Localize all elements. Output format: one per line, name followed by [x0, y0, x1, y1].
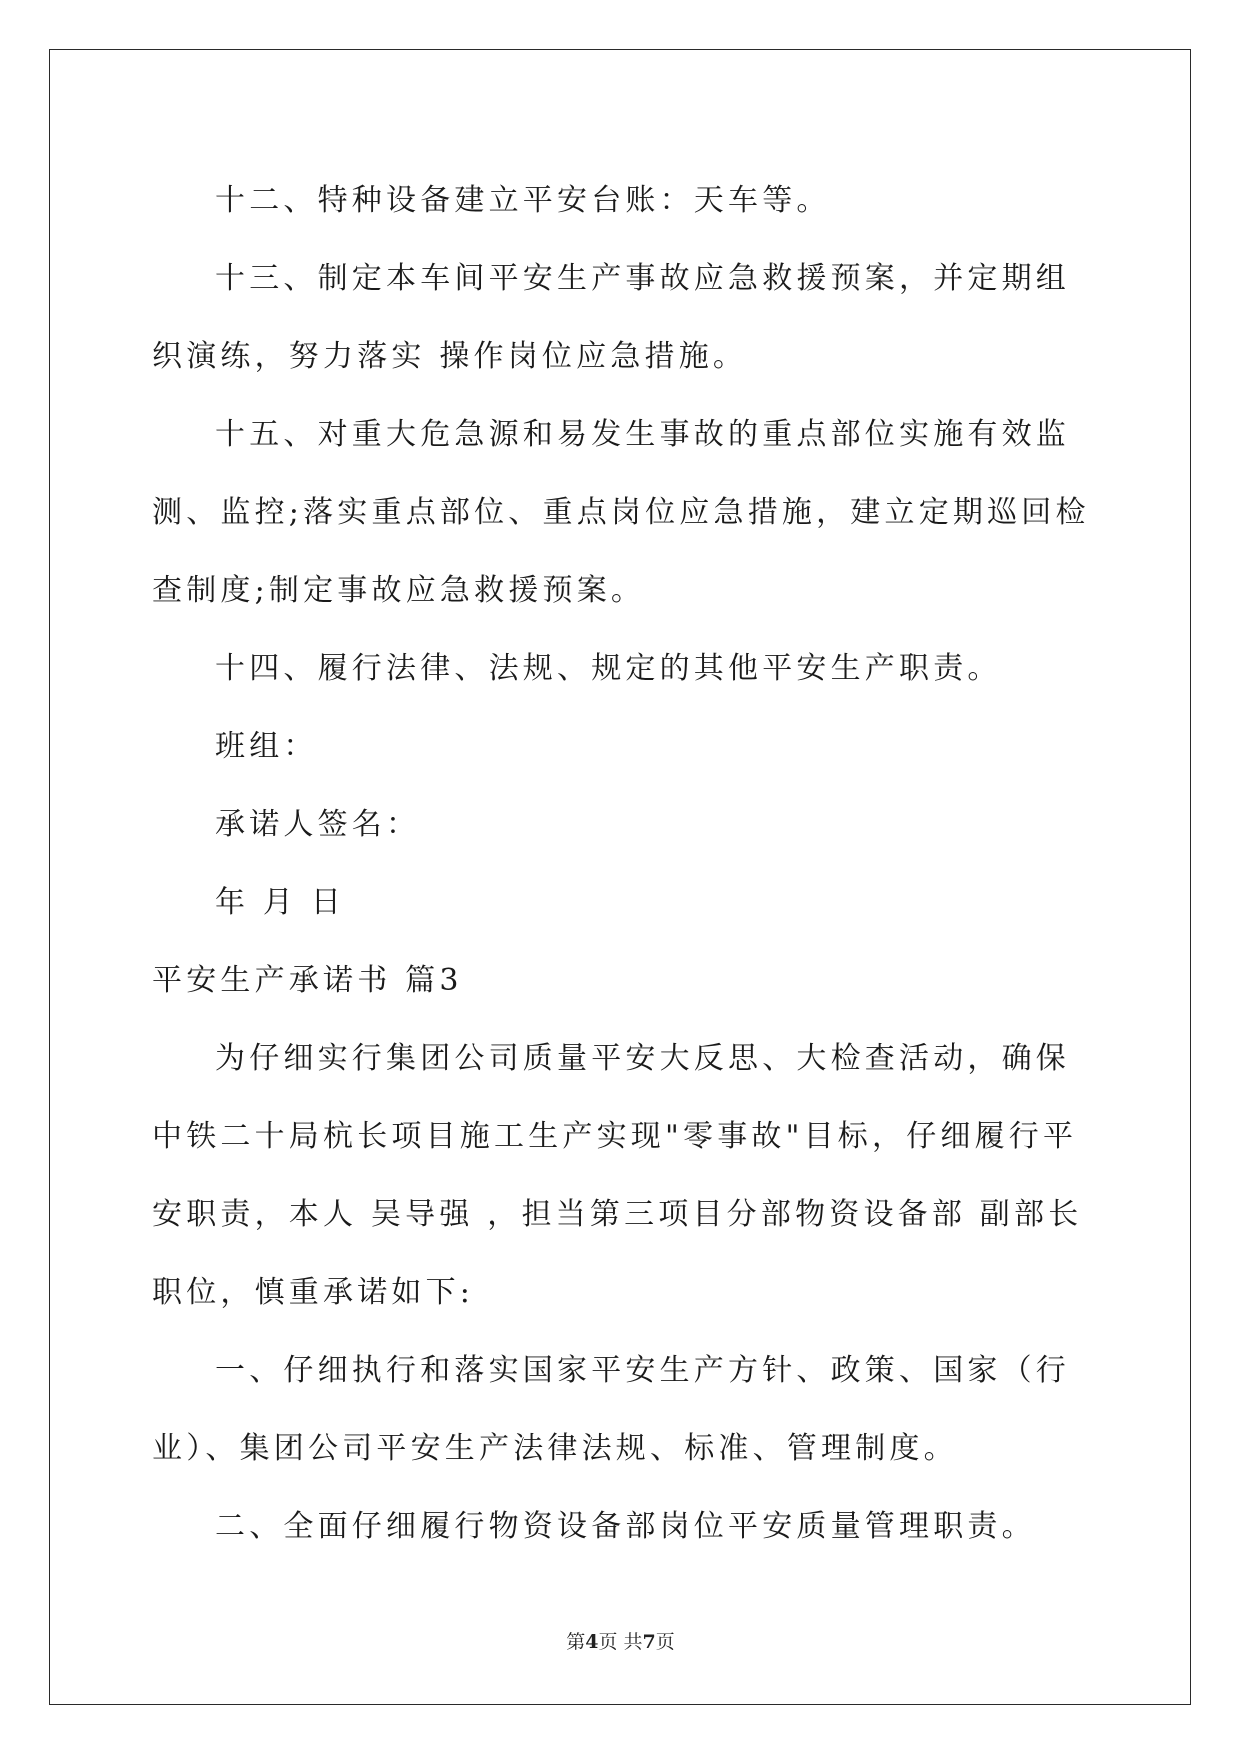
paragraph-14: 十四、履行法律、法规、规定的其他平安生产职责。: [215, 651, 1002, 686]
footer-prefix: 第: [566, 1631, 586, 1653]
current-page-number: 4: [585, 1631, 599, 1653]
paragraph-1: 一、仔细执行和落实国家平安生产方针、政策、国家（行业）、集团公司平安生产法律法规、标准、管理制度。: [152, 1353, 1070, 1466]
section-heading: 平安生产承诺书 篇3: [152, 963, 463, 998]
date-label: 年 月 日: [215, 885, 346, 920]
paragraph-12: 十二、特种设备建立平安台账：天车等。: [215, 183, 831, 218]
signature-label: 承诺人签名：: [215, 807, 421, 842]
page-footer: [0, 1627, 1241, 1654]
footer-suffix: 页: [655, 1631, 675, 1653]
paragraph-15: 十五、对重大危急源和易发生事故的重点部位实施有效监测、监控;落实重点部位、重点岗位应急措施，建立定期巡回检查制度;制定事故应急救援预案。: [152, 417, 1090, 608]
paragraph-2: 二、全面仔细履行物资设备部岗位平安质量管理职责。: [215, 1509, 1036, 1544]
paragraph-13: 十三、制定本车间平安生产事故应急救援预案，并定期组织演练，努力落实 操作岗位应急措施。: [152, 261, 1070, 374]
document-body: [152, 162, 1092, 1566]
paragraph-intro: 为仔细实行集团公司质量平安大反思、大检查活动，确保中铁二十局杭长项目施工生产实现"零事故"目标，仔细履行平安职责，本人 吴导强 ，担当第三项目分部物资设备部 副部长 职位，慎重承诺如下:: [152, 1041, 1083, 1310]
team-label: 班组：: [215, 729, 318, 764]
footer-middle: 页 共: [598, 1631, 643, 1653]
total-page-number: 7: [642, 1631, 656, 1653]
